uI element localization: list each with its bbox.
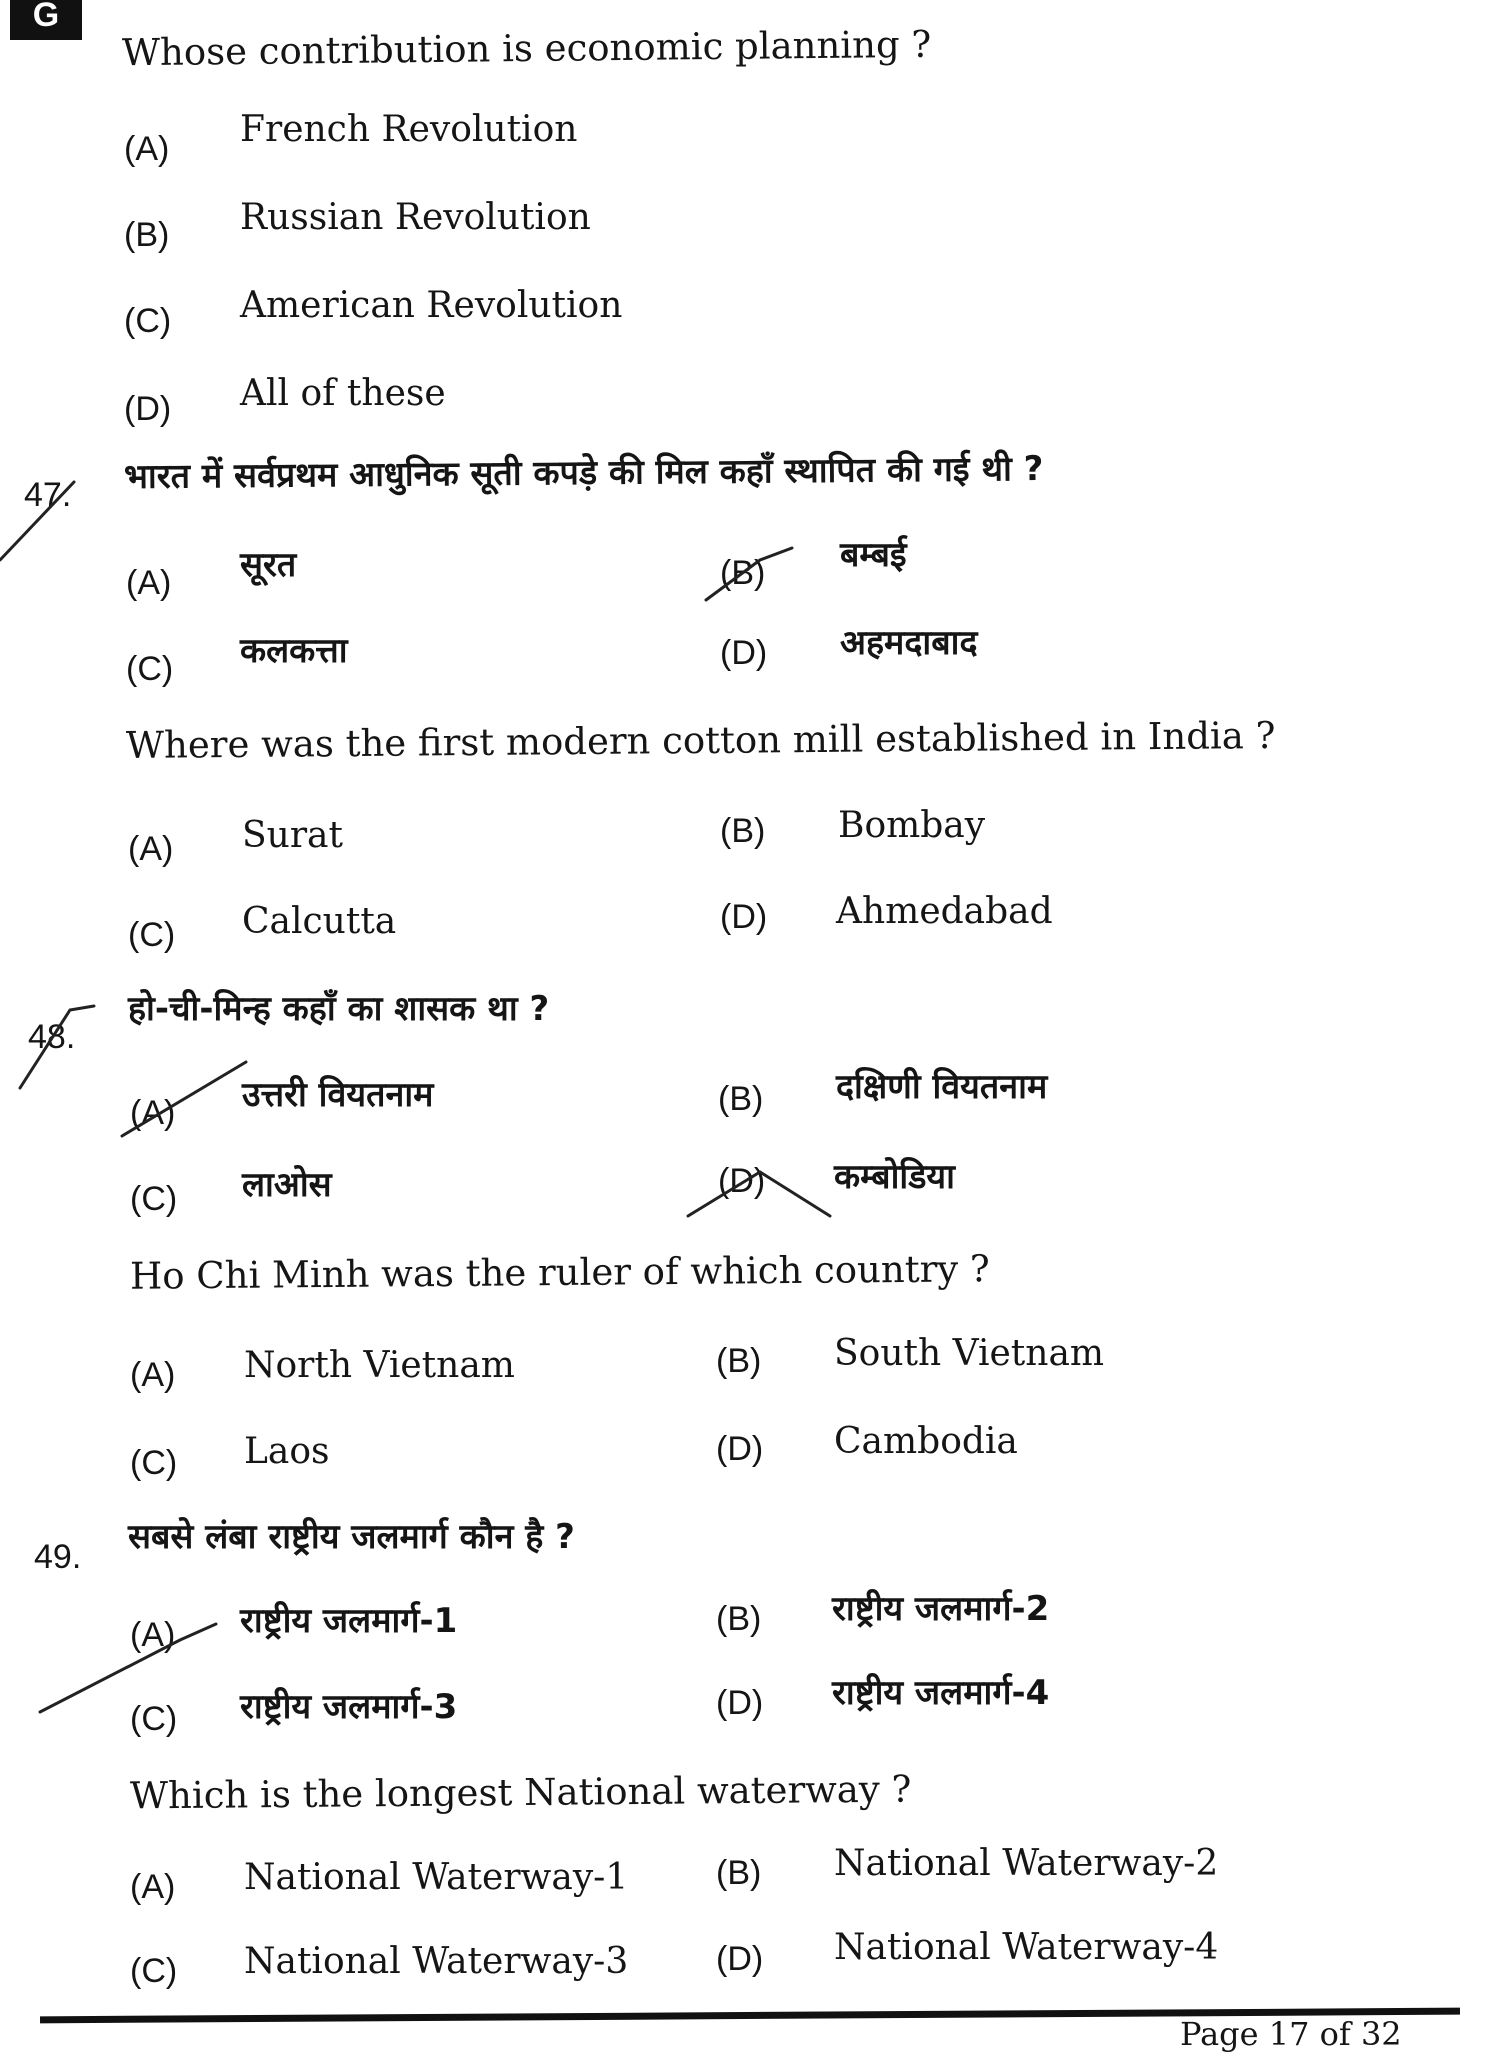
option-label: (A) [124,130,170,168]
question-text-hindi: हो-ची-मिन्ह कहाँ का शासक था ? [128,989,550,1029]
option-text: National Waterway-4 [834,1927,1219,1968]
option-label: (B) [716,1854,762,1892]
option-label: (D) [720,634,768,672]
option-label: (A) [126,564,172,602]
question-number: 47. [24,476,72,514]
question-text: Where was the first modern cotton mill established in India ? [125,713,1276,768]
question-number: 48. [28,1018,76,1056]
question-text: Which is the longest National waterway ? [129,1767,912,1818]
option-label: (A) [128,830,174,868]
option-label: (B) [720,812,766,850]
question-number: 49. [34,1538,82,1576]
option-text: Calcutta [242,901,397,942]
question-text-hindi: सबसे लंबा राष्ट्रीय जलमार्ग कौन है ? [128,1517,575,1557]
option-label: (C) [126,650,174,688]
option-text: Laos [244,1431,330,1472]
option-text: राष्ट्रीय जलमार्ग-4 [832,1673,1050,1713]
option-text: All of these [240,373,446,414]
option-label: (D) [124,390,172,428]
question-text: Ho Chi Minh was the ruler of which country ? [129,1247,990,1298]
option-text: राष्ट्रीय जलमार्ग-2 [832,1589,1050,1629]
option-text: American Revolution [240,285,623,326]
option-label: (B) [720,554,766,592]
tick-mark [20,1006,94,1088]
option-text: राष्ट्रीय जलमार्ग-3 [240,1687,458,1727]
option-text: National Waterway-3 [244,1941,629,1982]
option-text: North Vietnam [244,1345,515,1386]
question-text-hindi: भारत में सर्वप्रथम आधुनिक सूती कपड़े की मिल कहाँ स्थापित की गई थी ? [123,448,1044,498]
question-text: Whose contribution is economic planning ? [121,22,932,75]
option-label: (C) [130,1952,178,1990]
strike-mark [688,1172,830,1216]
option-text: Bombay [838,805,986,846]
option-label: (B) [124,216,170,254]
option-text: अहमदाबाद [840,623,978,663]
option-text: उत्तरी वियतनाम [242,1075,434,1115]
option-label: (A) [130,1094,176,1132]
strike-mark [706,548,792,600]
option-label: (D) [716,1940,764,1978]
strike-mark [122,1062,246,1136]
option-text: Russian Revolution [240,197,591,238]
option-label: (B) [716,1600,762,1638]
option-label: (D) [716,1684,764,1722]
option-label: (B) [718,1080,764,1118]
option-label: (C) [124,302,172,340]
option-label: (D) [716,1430,764,1468]
option-label: (D) [718,1162,766,1200]
option-text: बम्बई [840,535,907,575]
strike-mark [40,1624,216,1712]
option-label: (A) [130,1356,176,1394]
tick-mark [0,482,74,560]
option-label: (A) [130,1616,176,1654]
option-label: (A) [130,1868,176,1906]
option-text: लाओस [242,1165,332,1205]
option-text: सूरत [240,545,297,585]
option-text: French Revolution [240,109,578,150]
option-text: कलकत्ता [240,631,348,671]
option-label: (C) [130,1700,178,1738]
option-text: राष्ट्रीय जलमार्ग-1 [240,1601,458,1641]
option-label: (D) [720,898,768,936]
option-label: (C) [128,916,176,954]
option-text: Surat [242,815,343,856]
option-text: South Vietnam [834,1333,1105,1374]
page-number: Page 17 of 32 [1180,2015,1402,2053]
option-label: (B) [716,1342,762,1380]
option-text: National Waterway-1 [244,1857,629,1898]
option-label: (C) [130,1180,178,1218]
option-text: Ahmedabad [836,891,1053,932]
option-label: (C) [130,1444,178,1482]
option-text: National Waterway-2 [834,1843,1219,1884]
set-badge: G [10,0,82,40]
option-text: दक्षिणी वियतनाम [836,1067,1048,1107]
option-text: Cambodia [834,1421,1018,1462]
option-text: कम्बोडिया [834,1157,955,1197]
